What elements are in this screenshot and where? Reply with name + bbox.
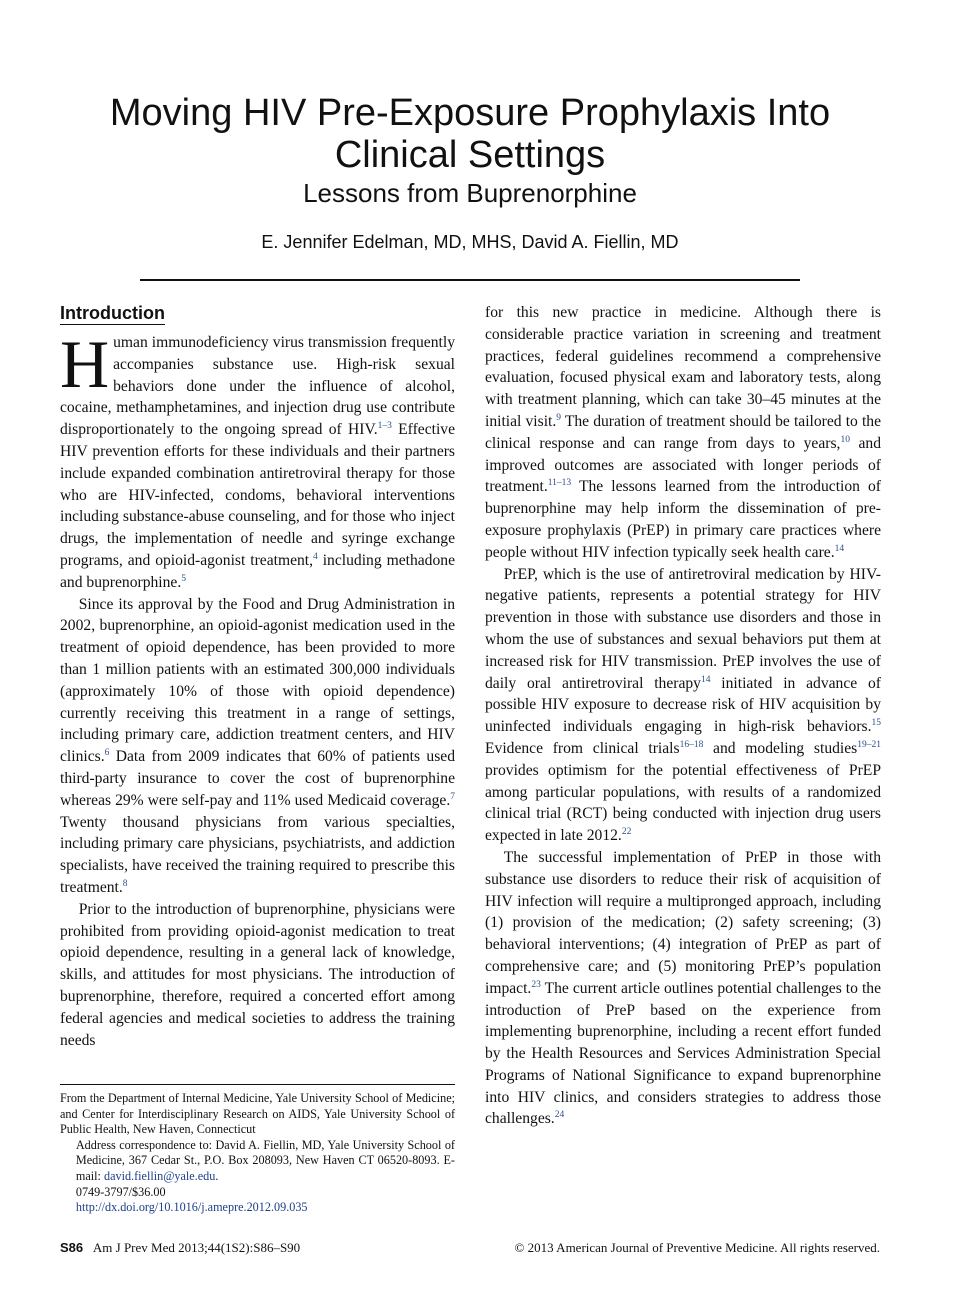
title-divider xyxy=(140,279,800,281)
text-run: for this new practice in medicine. Although there is considerable practice variation in screening and treatment practices, federal guidelines recommend a comprehensive evaluation, focused physical exam and laboratory tests, along with treatment planning, which can take 30–45 minutes at the initial visit. xyxy=(485,304,881,430)
citation-link[interactable]: 1–3 xyxy=(377,421,392,431)
text-run: The duration of treatment should be tailored to the clinical response and can range from days to years, xyxy=(485,412,881,452)
text-run: The lessons learned from the introduction of buprenorphine may help inform the dissemination of pre-exposure prophylaxis (PrEP) in primary care practices where people without HIV infection typically seek health care. xyxy=(485,478,881,561)
citation-link[interactable]: 22 xyxy=(621,826,632,837)
title-block xyxy=(60,92,880,253)
citation-link[interactable]: 14 xyxy=(700,674,711,685)
text-run: and modeling studies xyxy=(703,739,858,757)
citation-link[interactable]: 15 xyxy=(871,717,881,728)
text-run: Evidence from clinical trials xyxy=(485,739,680,757)
email-link[interactable]: david.fiellin@yale.edu xyxy=(103,1168,216,1183)
paragraph-intro-3-continued xyxy=(485,302,881,564)
text-run: The successful implementation of PrEP in those with substance use disorders to reduce their risk of acquisition of HIV infection will require a multipronged approach, including (1) provision of the medication; (2) safety screening; (3) behavioral interventions; (4) integration of PrEP as part of comprehensive care; and (5) monitoring PrEP’s population impact. xyxy=(485,848,881,997)
citation-link[interactable]: 4 xyxy=(313,551,318,562)
section-heading-text: Introduction xyxy=(60,303,165,323)
citation-link[interactable]: 23 xyxy=(531,979,541,990)
footnote-block xyxy=(60,1091,455,1216)
citation-link[interactable]: 19–21 xyxy=(857,739,881,750)
drop-cap: H xyxy=(60,326,110,402)
text-run: Data from 2009 indicates that 60% of patients used third-party insurance to cover the cost of buprenorphine whereas 29% were self-pay and 11% used Medicaid coverage. xyxy=(60,748,455,809)
paragraph-intro-5 xyxy=(485,847,881,1130)
footnote-affiliation: From the Department of Internal Medicine, Yale University School of Medicine; and Center for Interdisciplinary Research on AIDS, Yale University School of Public Health, New Haven, Connecticut xyxy=(60,1091,455,1137)
text-run: uman immunodeficiency virus transmission frequently accompanies substance use. High-risk sexual behaviors done under the influence of alcohol, cocaine, methamphetamines, and injection drug use contribute disproportionately to the ongoing spread of HIV. xyxy=(60,334,455,439)
journal-citation: Am J Prev Med 2013;44(1S2):S86–S90 xyxy=(92,1240,301,1255)
footnote-doi xyxy=(60,1200,455,1216)
paragraph-intro-4 xyxy=(485,564,881,847)
article-subtitle: Lessons from Buprenorphine xyxy=(303,178,637,208)
text-run: Twenty thousand physicians from various specialties, including primary care physicians, psychiatrists, and addiction specialists, have received the training required to prescribe this treatment. xyxy=(60,813,455,896)
footnote-correspondence xyxy=(60,1138,455,1185)
text-run: and improved outcomes are associated with longer periods of treatment. xyxy=(485,434,881,496)
text-run: The current article outlines potential challenges to the introduction of PreP based on the experience from implementing buprenorphine, including a recent effort funded by the Health Resources and Services Administration Special Programs of National Significance to expand buprenorphine into HIV clinics, and considers strategies to address those challenges. xyxy=(485,979,881,1128)
citation-link[interactable]: 10 xyxy=(840,434,850,445)
citation-link[interactable]: 9 xyxy=(556,412,562,423)
paragraph-intro-1 xyxy=(60,326,455,594)
text-run: PrEP, which is the use of antiretroviral medication by HIV-negative patients, represents a potential strategy for HIV prevention in those with substance use disorders and those in whom the use of substances and sexual behaviors put them at increased risk for HIV transmission. PrEP involves the use of daily oral antiretroviral therapy xyxy=(485,565,881,692)
text-run: including methadone and buprenorphine. xyxy=(60,551,455,591)
text-run: provides optimism for the potential effectiveness of PrEP among particular populations, with results of a randomized clinical trial (RCT) being conducted with injection drug users expected in late 2012. xyxy=(485,761,881,845)
text-run: . xyxy=(215,1168,219,1183)
text-run: initiated in advance of possible HIV exposure to decrease risk of HIV acquisition by uninfected individuals engaging in high-risk behaviors. xyxy=(485,674,881,736)
paragraph-intro-2 xyxy=(60,594,455,899)
citation-link[interactable]: 8 xyxy=(122,878,128,889)
doi-link[interactable]: http://dx.doi.org/10.1016/j.amepre.2012.09.035 xyxy=(75,1200,308,1215)
citation-link[interactable]: 5 xyxy=(181,573,186,584)
citation-link[interactable]: 14 xyxy=(834,543,845,554)
citation-link[interactable]: 16–18 xyxy=(679,739,704,750)
footnote-divider xyxy=(60,1084,455,1085)
page-footer xyxy=(60,1240,880,1256)
paragraph-intro-3: Prior to the introduction of buprenorphine, physicians were prohibited from providing opioid-agonist medication to treat opioid dependence, resulting in a general lack of knowledge, skills, and attitudes for most physicians. The introduction of buprenorphine, therefore, required a concerted effort among federal agencies and medical societies to address the training needs xyxy=(60,900,455,1049)
citation-link[interactable]: 11–13 xyxy=(547,478,572,489)
copyright-notice: © 2013 American Journal of Preventive Medicine. All rights reserved. xyxy=(514,1240,880,1255)
left-column xyxy=(60,302,455,1051)
text-run: Effective HIV prevention efforts for these individuals and their partners include expanded combination antiretroviral therapy for those who are HIV-infected, condoms, behavioral interventions including substance-abuse counseling, and for those who inject drugs, the implementation of needle and syringe exchange programs, and opioid-agonist treatment, xyxy=(60,421,455,569)
citation-link[interactable]: 7 xyxy=(450,791,455,802)
footnote-issn: 0749-3797/$36.00 xyxy=(75,1184,166,1199)
page-number: S86 xyxy=(60,1240,84,1255)
text-run: Since its approval by the Food and Drug Administration in 2002, buprenorphine, an opioid-agonist medication used in the treatment of opioid dependence, has been provided to more than 1 million patients with an estimated 300,000 individuals (approximately 10% of those with opioid dependence) currently receiving this treatment in a range of settings, including primary care, addiction treatment centers, and HIV clinics. xyxy=(60,595,455,766)
text-run: Address correspondence to: David A. Fiellin, MD, Yale University School of Medicine, 367 Cedar St., P.O. Box 208093, New Haven CT 06520-8093. E-mail: xyxy=(75,1137,455,1183)
citation-link[interactable]: 24 xyxy=(554,1110,565,1121)
author-list: E. Jennifer Edelman, MD, MHS, David A. Fiellin, MD xyxy=(261,232,679,252)
citation-link[interactable]: 6 xyxy=(104,747,110,758)
section-heading-introduction xyxy=(60,302,455,324)
right-column xyxy=(485,302,881,1130)
article-title: Moving HIV Pre-Exposure Prophylaxis Into Clinical Settings xyxy=(109,92,831,176)
